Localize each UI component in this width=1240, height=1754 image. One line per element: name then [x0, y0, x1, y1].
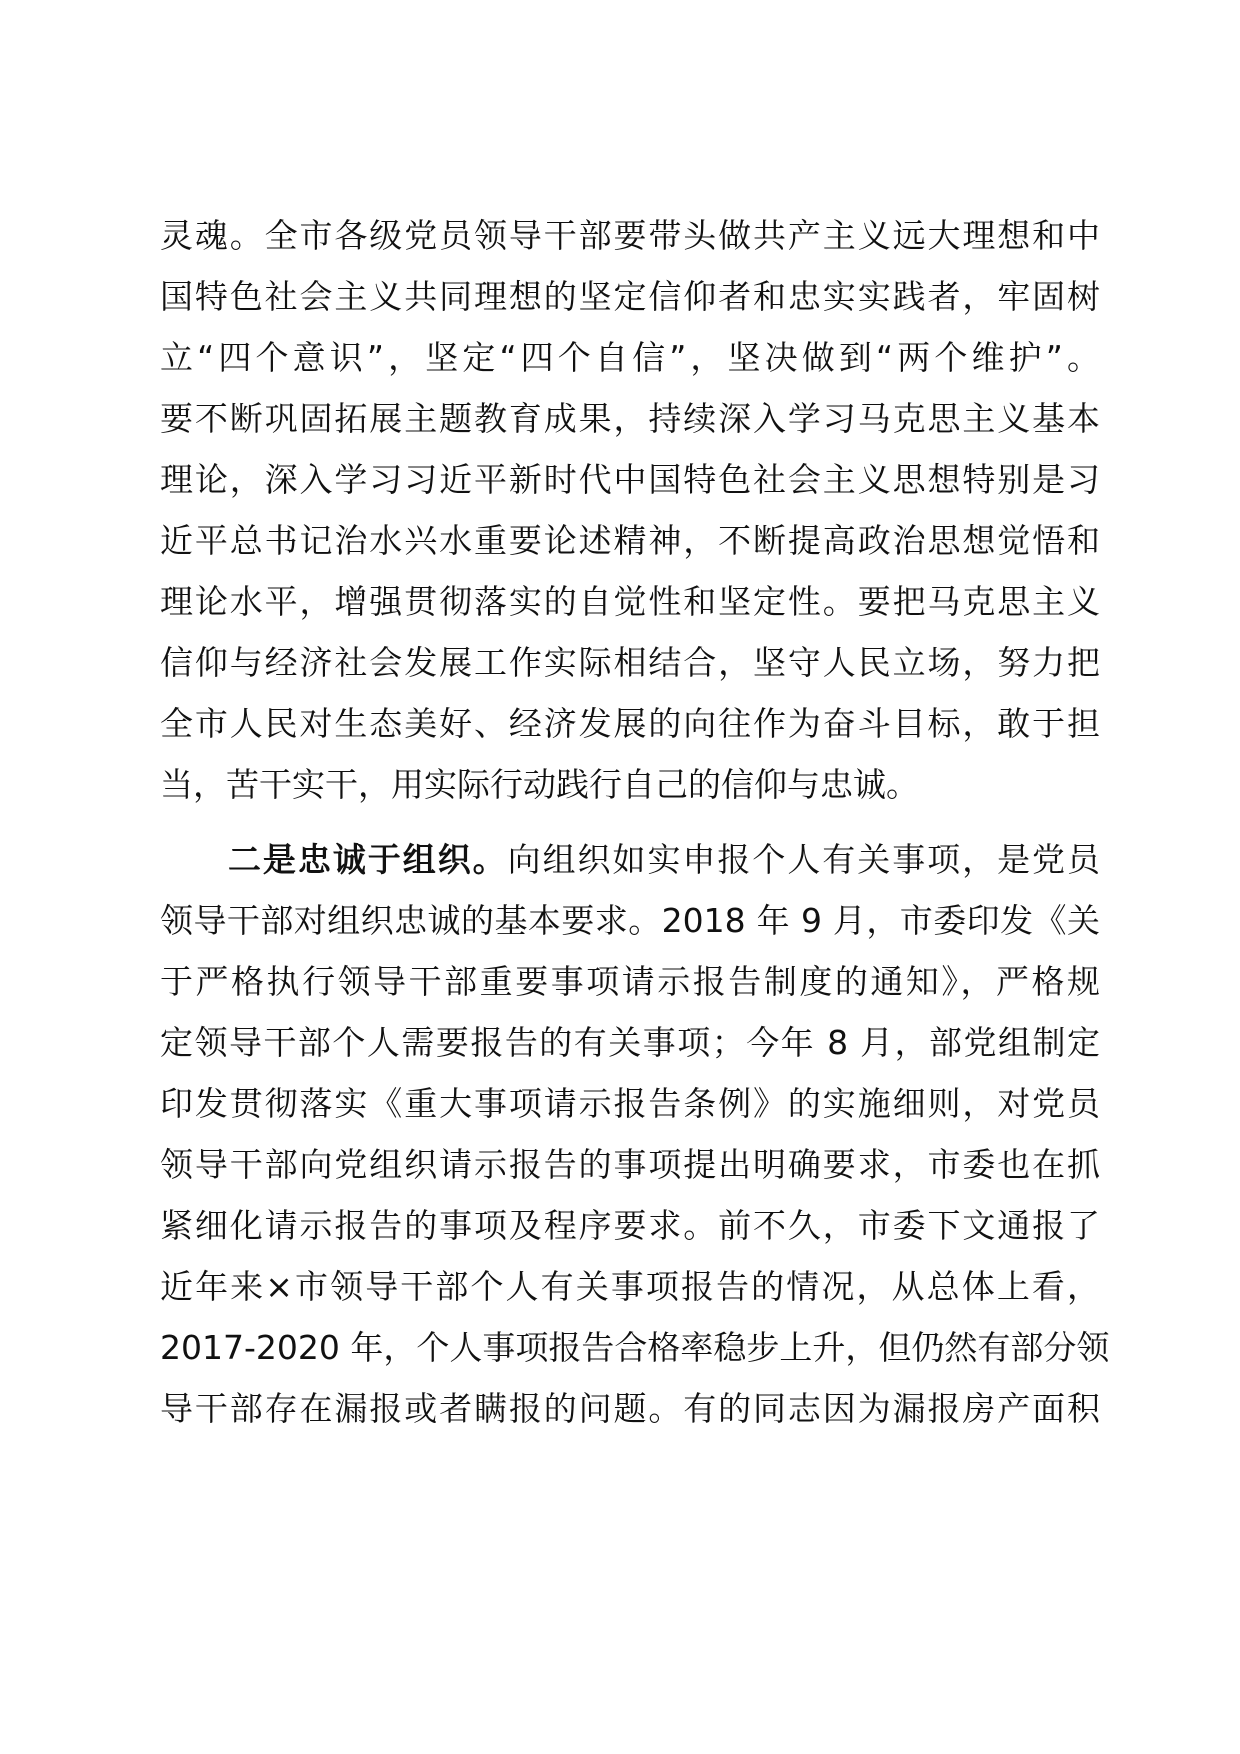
document-body [160, 205, 1110, 1439]
text-line: 灵魂。全市各级党员领导干部要带头做共产主义远大理想和中 [160, 216, 1100, 255]
text-line: 理论水平，增强贯彻落实的自觉性和坚定性。要把马克思主义 [160, 582, 1100, 621]
paragraph-loyalty-belief [160, 205, 1100, 815]
text-line: 理论，深入学习习近平新时代中国特色社会主义思想特别是习 [160, 460, 1100, 499]
text-line: 要不断巩固拓展主题教育成果，持续深入学习马克思主义基本 [160, 399, 1100, 438]
paragraph-spacer [160, 815, 1100, 829]
text-line: 定领导干部个人需要报告的有关事项；今年 8 月，部党组制定 [160, 1023, 1100, 1062]
text-line: 当，苦干实干，用实际行动践行自己的信仰与忠诚。 [160, 765, 919, 804]
text-line: 于严格执行领导干部重要事项请示报告制度的通知》，严格规 [160, 962, 1100, 1001]
text-line: 领导干部向党组织请示报告的事项提出明确要求，市委也在抓 [160, 1145, 1100, 1184]
text-line: 领导干部对组织忠诚的基本要求。2018 年 9 月，市委印发《关 [160, 901, 1100, 940]
text-line: 近平总书记治水兴水重要论述精神，不断提高政治思想觉悟和 [160, 521, 1100, 560]
paragraph-loyalty-organization [160, 829, 1110, 1439]
text-line: 印发贯彻落实《重大事项请示报告条例》的实施细则，对党员 [160, 1084, 1100, 1123]
text-line: 近年来×市领导干部个人有关事项报告的情况，从总体上看， [160, 1267, 1100, 1306]
paragraph-lead-heading: 二是忠诚于组织。 [226, 840, 508, 879]
text-line: 导干部存在漏报或者瞒报的问题。有的同志因为漏报房产面积 [160, 1389, 1100, 1428]
text-line: 信仰与经济社会发展工作实际相结合，坚守人民立场，努力把 [160, 643, 1100, 682]
text-line: 国特色社会主义共同理想的坚定信仰者和忠实实践者，牢固树 [160, 277, 1100, 316]
text-line: 2017-2020 年，个人事项报告合格率稳步上升，但仍然有部分领 [160, 1328, 1110, 1367]
text-line: 立“四个意识”，坚定“四个自信”，坚决做到“两个维护”。 [160, 338, 1100, 377]
text-line-first [160, 829, 1100, 890]
paragraph-first-line-text: 向组织如实申报个人有关事项，是党员 [507, 840, 1101, 879]
text-line: 全市人民对生态美好、经济发展的向往作为奋斗目标，敢于担 [160, 704, 1100, 743]
text-line: 紧细化请示报告的事项及程序要求。前不久，市委下文通报了 [160, 1206, 1100, 1245]
